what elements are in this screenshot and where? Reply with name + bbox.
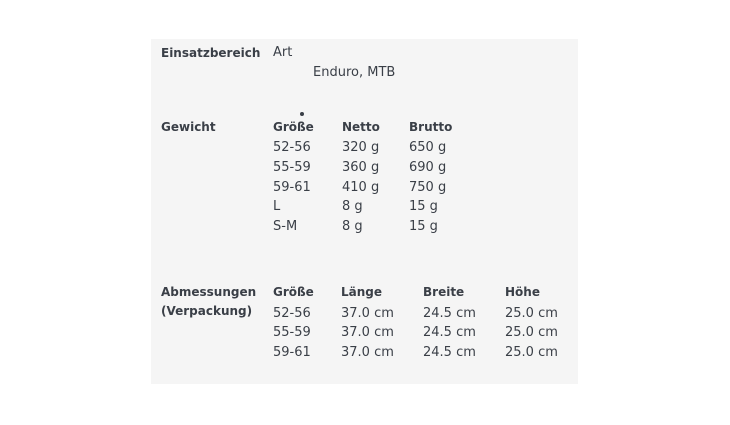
gewicht-label: Gewicht — [161, 120, 216, 134]
gewicht-size: 52-56 — [273, 140, 311, 155]
abm-width: 24.5 cm — [423, 306, 476, 321]
abm-length: 37.0 cm — [341, 325, 394, 340]
gewicht-net: 8 g — [342, 199, 363, 214]
abm-height: 25.0 cm — [505, 345, 558, 360]
abm-header-size: Größe — [273, 285, 314, 299]
einsatz-item: Enduro, MTB — [313, 65, 396, 80]
abm-width: 24.5 cm — [423, 345, 476, 360]
abm-height: 25.0 cm — [505, 306, 558, 321]
abm-size: 55-59 — [273, 325, 311, 340]
gewicht-header-size: Größe — [273, 120, 314, 134]
gewicht-gross: 690 g — [409, 160, 447, 175]
gewicht-size: L — [273, 199, 281, 214]
gewicht-net: 8 g — [342, 219, 363, 234]
gewicht-net: 410 g — [342, 180, 380, 195]
gewicht-net: 360 g — [342, 160, 380, 175]
gewicht-header-gross: Brutto — [409, 120, 453, 134]
abm-size: 59-61 — [273, 345, 311, 360]
art-label: Art — [273, 45, 293, 60]
gewicht-header-net: Netto — [342, 120, 380, 134]
abm-size: 52-56 — [273, 306, 311, 321]
abmessungen-label: Abmessungen — [161, 285, 257, 299]
abm-height: 25.0 cm — [505, 325, 558, 340]
abm-width: 24.5 cm — [423, 325, 476, 340]
gewicht-gross: 15 g — [409, 219, 438, 234]
gewicht-size: 59-61 — [273, 180, 311, 195]
abm-header-length: Länge — [341, 285, 383, 299]
gewicht-net: 320 g — [342, 140, 380, 155]
gewicht-gross: 15 g — [409, 199, 438, 214]
abm-header-height: Höhe — [505, 285, 540, 299]
verpackung-label: (Verpackung) — [161, 304, 253, 318]
einsatzbereich-label: Einsatzbereich — [161, 46, 261, 60]
gewicht-size: 55-59 — [273, 160, 311, 175]
bullet-icon — [300, 112, 304, 116]
abm-header-width: Breite — [423, 285, 465, 299]
gewicht-gross: 650 g — [409, 140, 447, 155]
gewicht-size: S-M — [273, 219, 298, 234]
abm-length: 37.0 cm — [341, 306, 394, 321]
abm-length: 37.0 cm — [341, 345, 394, 360]
gewicht-gross: 750 g — [409, 180, 447, 195]
specs-panel — [151, 39, 578, 384]
